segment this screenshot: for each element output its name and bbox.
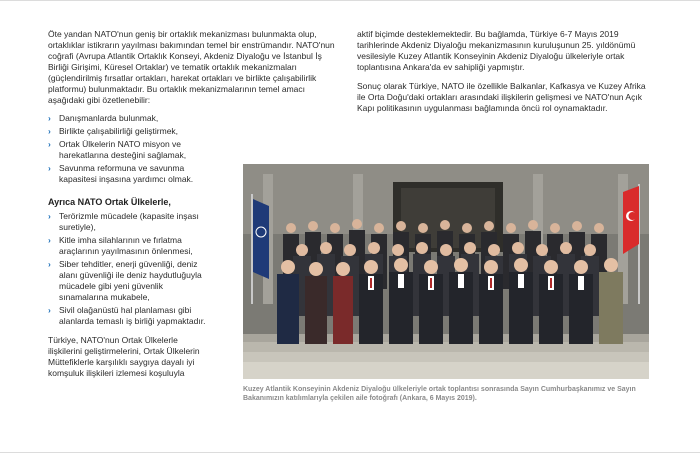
- group-photo-image: [243, 164, 649, 379]
- right-paragraph-1: aktif biçimde desteklemektedir. Bu bağlamda, Türkiye 6-7 Mayıs 2019 tarihlerinde Akdeniz Diyaloğu mekanizmasının kuruluşunun 25. yıldönümü vesilesiyle Kuzey Atlantik Konseyinin Akdeniz Diyaloğu ülkeleriyle ortak toplantısına Ankara'da ev sahipliği yapmıştır.: [357, 29, 636, 72]
- section-subheading: Ayrıca NATO Ortak Ülkelerle,: [48, 197, 171, 207]
- list-item: › Ortak Ülkelerin NATO misyon ve harekatlarına desteğini sağlamak,: [48, 139, 187, 160]
- list-item: › Kitle imha silahlarının ve fırlatma araçlarının yayılmasının önlenmesi,: [48, 235, 193, 256]
- chevron-right-icon: ›: [48, 113, 51, 123]
- right-column: [357, 29, 649, 114]
- nato-flag: [253, 199, 269, 279]
- right-paragraph-2: Sonuç olarak Türkiye, NATO ile özellikle Balkanlar, Kafkasya ve Kuzey Afrika ile Orta Doğu'daki ortakları arasındaki ilişkilerin gelişmesi ve NATO'nun Açık Kapı politikasının uygulanması bağlamında öncü rol oynamaktadır.: [357, 81, 646, 113]
- chevron-right-icon: ›: [48, 126, 51, 136]
- chevron-right-icon: ›: [48, 235, 51, 245]
- chevron-right-icon: ›: [48, 259, 51, 269]
- photo-figure: [243, 164, 649, 403]
- chevron-right-icon: ›: [48, 211, 51, 221]
- list-item: › Sivil olağanüstü hal planlaması gibi alanlarda temaslı iş birliği yapmaktadır.: [48, 305, 206, 326]
- list-item: › Siber tehditler, enerji güvenliği, deniz alanı güvenliği ile deniz haydutluğuyla mücadele gibi yeni güvenlik sınamalarına mukabele,: [48, 259, 202, 302]
- list-item: › Birlikte çalışabilirliği geliştirmek,: [48, 126, 179, 136]
- list-item: › Danışmanlarda bulunmak,: [48, 113, 159, 123]
- list-item: › Terörizmle mücadele (kapasite inşası suretiyle),: [48, 211, 199, 232]
- list-item: › Savunma reformuna ve savunma kapasitesi inşasına yardımcı olmak.: [48, 163, 194, 184]
- chevron-right-icon: ›: [48, 163, 51, 173]
- chevron-right-icon: ›: [48, 139, 51, 149]
- closing-paragraph: Türkiye, NATO'nun Ortak Ülkelerle ilişkilerini geliştirmelerini, Ortak Ülkelerin Müttefiklerle karşılıklı saygıya dayalı iyi komşuluk ilişkileri izlemesi koşuluyla: [48, 335, 200, 378]
- intro-paragraph: Öte yandan NATO'nun geniş bir ortaklık mekanizması bulunmakta olup, ortaklıklar istikrarın yayılması bakımından temel bir enstrümandır. NATO'nun coğrafi (Avrupa Atlantik Ortaklık Konseyi, Akdeniz Diyaloğu ve İstanbul İş Birliği Girişimi, Küresel Ortaklar) ve tematik ortaklık mekanizmaları (güçlendirilmiş fırsatlar ortakları, harekat ortakları ve birlikte çalışabilirlik platformu) bulunmaktadır. Bu ortaklık mekanizmalarının temel amacı aşağıdaki gibi özetlenebilir:: [48, 29, 335, 105]
- chevron-right-icon: ›: [48, 305, 51, 315]
- photo-caption: Kuzey Atlantik Konseyinin Akdeniz Diyaloğu ülkeleriyle ortak toplantısı sonrasında Sayın Cumhurbaşkanımız ve Sayın Bakanımızın katılımlarıyla çekilen aile fotoğrafı (Ankara, 6 Mayıs 2019).: [243, 386, 636, 402]
- group-photo: [243, 164, 649, 379]
